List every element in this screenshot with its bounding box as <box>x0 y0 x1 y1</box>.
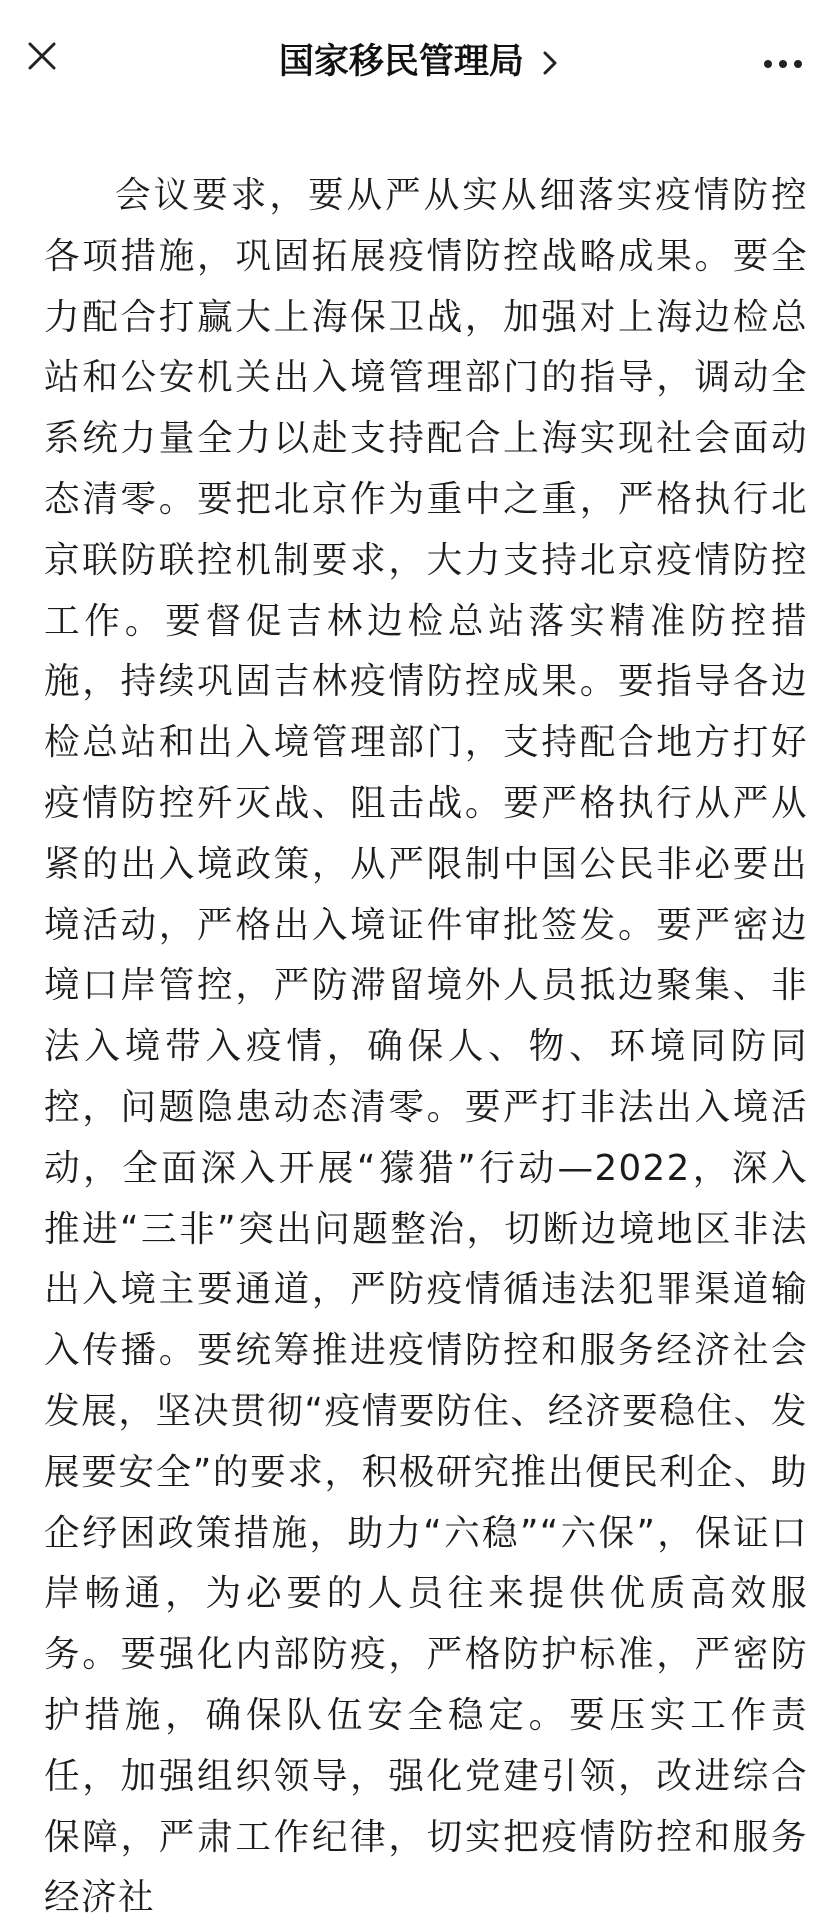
more-options-button[interactable] <box>751 40 815 88</box>
more-horizontal-icon <box>764 60 772 68</box>
article-body <box>44 166 808 1929</box>
chevron-right-icon <box>542 50 558 76</box>
account-title-link[interactable] <box>160 36 677 88</box>
nav-bar <box>0 0 837 124</box>
more-horizontal-icon <box>794 60 802 68</box>
close-button[interactable] <box>18 32 66 80</box>
more-horizontal-icon <box>779 60 787 68</box>
page-title: 国家移民管理局 <box>278 42 524 82</box>
article-paragraph: 会议要求，要从严从实从细落实疫情防控各项措施，巩固拓展疫情防控战略成果。要全力配合打赢大上海保卫战，加强对上海边检总站和公安机关出入境管理部门的指导，调动全系统力量全力以赴支持配合上海实现社会面动态清零。要把北京作为重中之重，严格执行北京联防联控机制要求，大力支持北京疫情防控工作。要督促吉林边检总站落实精准防控措施，持续巩固吉林疫情防控成果。要指导各边检总站和出入境管理部门，支持配合地方打好疫情防控歼灭战、阻击战。要严格执行从严从紧的出入境政策，从严限制中国公民非必要出境活动，严格出入境证件审批签发。要严密边境口岸管控，严防滞留境外人员抵边聚集、非法入境带入疫情，确保人、物、环境同防同控，问题隐患动态清零。要严打非法出入境活动，全面深入开展“獴猎”行动—2022，深入推进“三非”突出问题整治，切断边境地区非法出入境主要通道，严防疫情循违法犯罪渠道输入传播。要统筹推进疫情防控和服务经济社会发展，坚决贯彻“疫情要防住、经济要稳住、发展要安全”的要求，积极研究推出便民利企、助企纾困政策措施，助力“六稳”“六保”，保证口岸畅通，为必要的人员往来提供优质高效服务。要强化内部防疫，严格防护标准，严密防护措施，确保队伍安全稳定。要压实工作责任，加强组织领导，强化党建引领，改进综合保障，严肃工作纪律，切实把疫情防控和服务经济社 <box>44 175 808 1919</box>
close-icon <box>27 41 57 71</box>
